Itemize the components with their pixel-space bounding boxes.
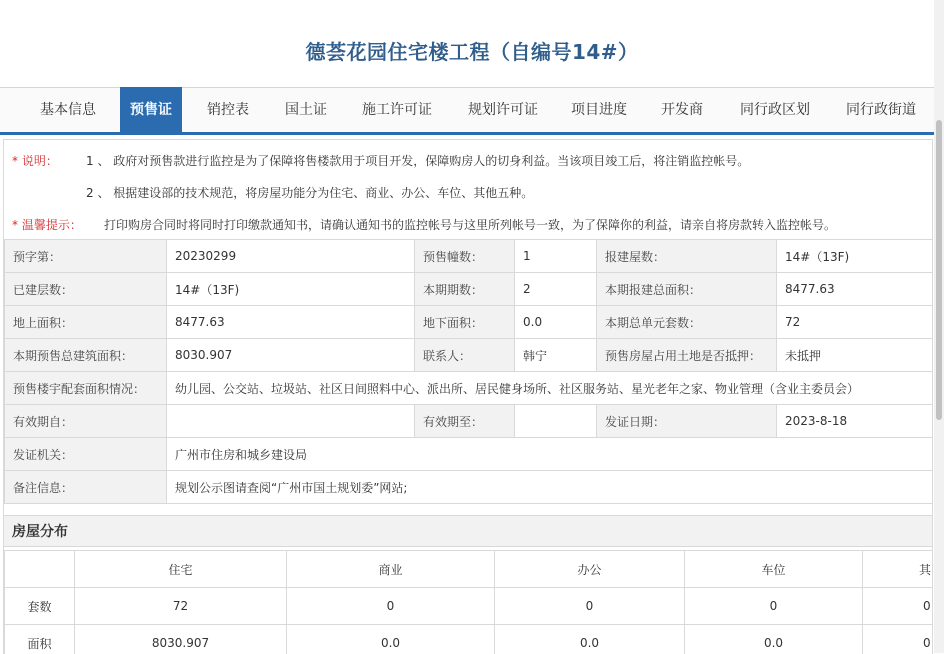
table-row <box>5 240 933 273</box>
above-ground-area-label: 地上面积： <box>5 306 167 339</box>
table-cell: 0 <box>863 625 934 654</box>
presale-area-label: 本期预售总建筑面积： <box>5 339 167 372</box>
note-prefix: * 说明： <box>12 152 58 169</box>
presale-buildings-value: 1 <box>515 240 597 273</box>
tab-same-district[interactable]: 同行政区划 <box>730 88 820 132</box>
tab-developer[interactable]: 开发商 <box>651 88 713 132</box>
underground-area-value: 0.0 <box>515 306 597 339</box>
valid-to-value <box>515 405 597 438</box>
table-cell: 8030.907 <box>75 625 287 654</box>
page-title: 德荟花园住宅楼工程（自编号14#） <box>0 36 944 65</box>
phase-value: 2 <box>515 273 597 306</box>
reported-floors-value: 14#（13F) <box>777 240 933 273</box>
facilities-label: 预售楼宇配套面积情况： <box>5 372 167 405</box>
tab-construction-permit[interactable]: 施工许可证 <box>352 88 442 132</box>
remarks-label: 备注信息： <box>5 471 167 504</box>
total-units-label: 本期总单元套数： <box>597 306 777 339</box>
table-cell: 0 <box>685 588 863 625</box>
tab-bar <box>0 87 944 135</box>
tab-basic-info[interactable]: 基本信息 <box>28 88 108 132</box>
valid-from-value <box>167 405 415 438</box>
issue-date-value: 2023-8-18 <box>777 405 933 438</box>
note-line-2: 2 、 根据建设部的技术规范，将房屋功能分为住宅、商业、办公、车位、其他五种。 <box>86 184 533 201</box>
built-floors-value: 14#（13F) <box>167 273 415 306</box>
built-floors-label: 已建层数： <box>5 273 167 306</box>
land-mortgage-label: 预售房屋占用土地是否抵押： <box>597 339 777 372</box>
table-row <box>5 625 934 654</box>
vertical-scrollbar[interactable] <box>934 0 944 653</box>
column-header: 其 <box>863 551 934 588</box>
house-distribution-table <box>4 550 933 654</box>
valid-to-label: 有效期至： <box>415 405 515 438</box>
corner-cell <box>5 551 75 588</box>
presale-buildings-label: 预售幢数： <box>415 240 515 273</box>
presale-permit-panel <box>3 139 933 654</box>
table-cell: 72 <box>75 588 287 625</box>
table-cell: 0 <box>863 588 934 625</box>
tab-planning-permit[interactable]: 规划许可证 <box>458 88 548 132</box>
contact-value: 韩宁 <box>515 339 597 372</box>
permit-info-table <box>4 239 933 504</box>
column-header: 车位 <box>685 551 863 588</box>
contact-label: 联系人： <box>415 339 515 372</box>
tab-land-certificate[interactable]: 国土证 <box>276 88 336 132</box>
table-row <box>5 588 934 625</box>
tip-prefix: * 温馨提示： <box>12 216 82 233</box>
issue-date-label: 发证日期： <box>597 405 777 438</box>
tab-same-street[interactable]: 同行政街道 <box>836 88 926 132</box>
table-cell: 0 <box>287 588 495 625</box>
total-reported-area-value: 8477.63 <box>777 273 933 306</box>
issuing-authority-label: 发证机关： <box>5 438 167 471</box>
tab-sales-control[interactable]: 销控表 <box>196 88 260 132</box>
column-header: 商业 <box>287 551 495 588</box>
column-header: 住宅 <box>75 551 287 588</box>
issuing-authority-value: 广州市住房和城乡建设局 <box>167 438 933 471</box>
table-row <box>5 372 933 405</box>
tab-presale-permit[interactable]: 预售证 <box>120 87 182 133</box>
table-row <box>5 306 933 339</box>
column-header: 办公 <box>495 551 685 588</box>
underground-area-label: 地下面积： <box>415 306 515 339</box>
table-row <box>5 339 933 372</box>
tip-line: 打印购房合同时将同时打印缴款通知书，请确认通知书的监控帐号与这里所列帐号一致，为了保障你的利益，请亲自将房款转入监控帐号。 <box>104 216 836 233</box>
table-row <box>5 471 933 504</box>
table-cell: 0.0 <box>287 625 495 654</box>
table-cell: 0.0 <box>685 625 863 654</box>
total-reported-area-label: 本期报建总面积： <box>597 273 777 306</box>
row-label: 套数 <box>5 588 75 625</box>
phase-label: 本期期数： <box>415 273 515 306</box>
house-distribution-heading: 房屋分布 <box>4 515 932 547</box>
table-row <box>5 405 933 438</box>
row-label: 面积 <box>5 625 75 654</box>
total-units-value: 72 <box>777 306 933 339</box>
reported-floors-label: 报建屋数： <box>597 240 777 273</box>
presale-no-label: 预字第： <box>5 240 167 273</box>
table-row <box>5 273 933 306</box>
above-ground-area-value: 8477.63 <box>167 306 415 339</box>
presale-no-value: 20230299 <box>167 240 415 273</box>
land-mortgage-value: 未抵押 <box>777 339 933 372</box>
scrollbar-thumb[interactable] <box>936 120 942 420</box>
tab-project-progress[interactable]: 项目进度 <box>563 88 635 132</box>
remarks-value: 规划公示图请查阅“广州市国土规划委”网站; <box>167 471 933 504</box>
facilities-value: 幼儿园、公交站、垃圾站、社区日间照料中心、派出所、居民健身场所、社区服务站、星光老年之家、物业管理（含业主委员会） <box>167 372 933 405</box>
table-row <box>5 438 933 471</box>
table-row <box>5 551 934 588</box>
note-line-1: 1 、 政府对预售款进行监控是为了保障将售楼款用于项目开发，保障购房人的切身利益。当该项目竣工后，将注销监控帐号。 <box>86 152 749 169</box>
table-cell: 0 <box>495 588 685 625</box>
presale-area-value: 8030.907 <box>167 339 415 372</box>
table-cell: 0.0 <box>495 625 685 654</box>
valid-from-label: 有效期自： <box>5 405 167 438</box>
